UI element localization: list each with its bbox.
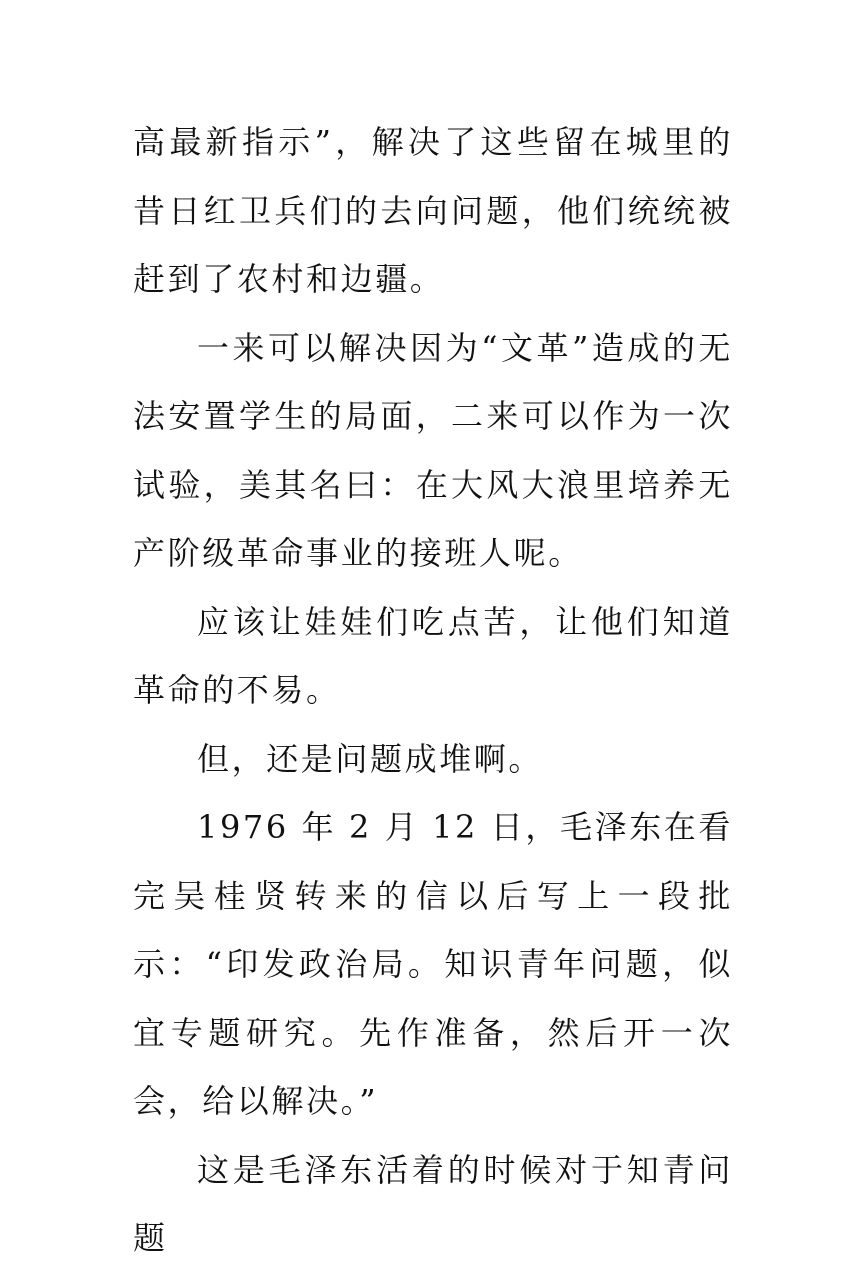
paragraph-2: 一来可以解决因为“文革”造成的无法安置学生的局面，二来可以作为一次试验，美其名曰：在大风大浪里培养无产阶级革命事业的接班人呢。 bbox=[133, 328, 733, 572]
body-text bbox=[133, 108, 733, 1273]
paragraph-4: 但，还是问题成堆啊。 bbox=[197, 739, 544, 778]
paragraph-5: 1976 年 2 月 12 日，毛泽东在看完吴桂贤转来的信以后写上一段批示：“印发政治局。知识青年问题，似宜专题研究。先作准备，然后开一次会，给以解决。” bbox=[133, 808, 733, 1120]
paragraph-6: 这是毛泽东活着的时候对于知青问题 bbox=[133, 1150, 733, 1257]
paragraph-3: 应该让娃娃们吃点苦，让他们知道革命的不易。 bbox=[133, 602, 733, 709]
paragraph-1: 高最新指示”，解决了这些留在城里的昔日红卫兵们的去向问题，他们统统被赶到了农村和边疆。 bbox=[133, 123, 733, 298]
